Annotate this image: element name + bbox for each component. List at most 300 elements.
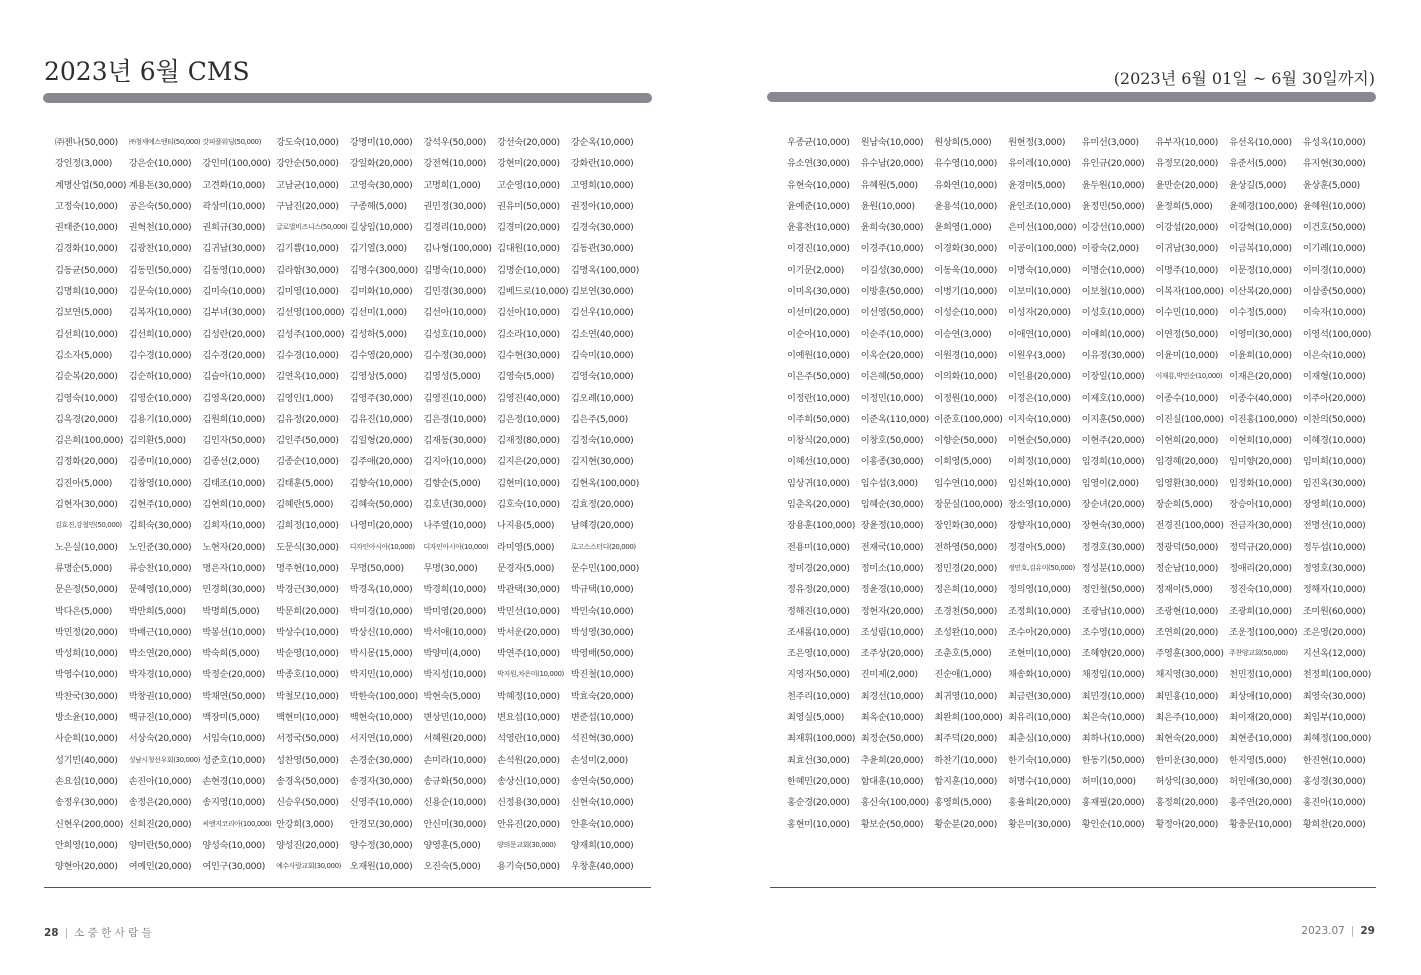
donor-entry: 이기례(10,000) xyxy=(1302,243,1366,255)
donor-entry: 임미향(20,000) xyxy=(1229,456,1292,468)
donor-entry: 강안순(50,000) xyxy=(276,158,339,170)
donor-entry: 이창식(20,000) xyxy=(787,435,850,447)
donor-entry: 한동기(50,000) xyxy=(1081,754,1145,766)
donor-entry: 정덕규(20,000) xyxy=(1229,541,1292,553)
donor-entry: 이강섭(20,000) xyxy=(1155,222,1219,234)
donor-entry: 김선아(10,000) xyxy=(423,307,487,319)
donor-entry: 양재희(10,000) xyxy=(570,839,634,851)
donor-entry: 무명(30,000) xyxy=(423,562,478,574)
donor-entry: 최상애(10,000) xyxy=(1229,690,1292,702)
donor-entry: 박시몽(15,000) xyxy=(349,648,413,660)
donor-entry: 고견화(10,000) xyxy=(202,179,266,191)
donor-entry: 김희자(10,000) xyxy=(202,520,266,532)
donor-entry: 유현숙(10,000) xyxy=(787,179,850,191)
donor-entry: 글로벌비즈니스(50,000) xyxy=(276,223,348,232)
donor-entry: 변준섭(10,000) xyxy=(570,712,634,724)
donor-entry: 홍재필(20,000) xyxy=(1081,797,1145,809)
donor-entry: 최현숙(20,000) xyxy=(1155,733,1219,745)
donor-entry: 최영실(5,000) xyxy=(787,712,845,724)
donor-entry: 변상민(10,000) xyxy=(423,712,487,724)
donor-entry: 장인화(30,000) xyxy=(934,520,998,532)
donor-entry: 최은주(10,000) xyxy=(1155,712,1219,724)
donor-entry: 김영진(10,000) xyxy=(423,392,487,404)
donor-entry: 양수정(30,000) xyxy=(349,839,413,851)
donor-entry: 이연정(50,000) xyxy=(1155,328,1219,340)
donor-entry: 오진숙(5,000) xyxy=(423,861,481,873)
donor-entry: 김옥경(20,000) xyxy=(55,413,118,425)
donor-entry: 김선아(10,000) xyxy=(497,307,560,319)
donor-entry: 홍순경(20,000) xyxy=(787,797,850,809)
donor-entry: 김재동(30,000) xyxy=(423,435,487,447)
donor-entry: 김현희(10,000) xyxy=(202,499,266,511)
donor-entry: 김수경(10,000) xyxy=(276,349,339,361)
donor-entry: 이강혁(10,000) xyxy=(1229,222,1292,234)
donor-entry: 김선영(100,000) xyxy=(276,307,345,319)
right-header-bar xyxy=(767,92,1376,102)
donor-entry: 이애희(10,000) xyxy=(1081,328,1145,340)
donor-entry: 윤정희(5,000) xyxy=(1155,200,1213,212)
donor-entry: 김은정(10,000) xyxy=(497,413,560,425)
donor-entry: 황은미(30,000) xyxy=(1008,818,1071,830)
donor-entry: 류명순(5,000) xyxy=(55,562,113,574)
donor-entry: 유수남(20,000) xyxy=(860,158,924,170)
donor-entry: 이은숙(10,000) xyxy=(1302,349,1366,361)
donor-entry: 김영진(40,000) xyxy=(497,392,560,404)
donor-entry: 성찬영(50,000) xyxy=(276,754,339,766)
donor-entry: 유선옥(10,000) xyxy=(1229,137,1292,148)
donor-entry: 강인정(3,000) xyxy=(55,158,113,170)
donor-entry: 홍영희(5,000) xyxy=(934,797,992,809)
donor-entry: 양영훈(5,000) xyxy=(423,839,481,851)
donor-entry: 이주아(20,000) xyxy=(1302,392,1366,404)
donor-entry: 정재이(5,000) xyxy=(1155,584,1213,596)
donor-entry: 조새롬(10,000) xyxy=(787,626,850,638)
donor-entry: 박민숙(10,000) xyxy=(570,605,634,617)
donor-entry: 김선희(10,000) xyxy=(128,328,192,340)
donor-entry: 황인순(10,000) xyxy=(1081,818,1145,830)
donor-entry: 김영상(5,000) xyxy=(349,371,407,383)
donor-entry: 신승우(50,000) xyxy=(276,797,339,809)
donor-entry: 박자경(10,000) xyxy=(128,669,192,681)
donor-entry: 윤예준(10,000) xyxy=(787,200,850,212)
donor-entry: 김현미(10,000) xyxy=(497,477,560,489)
donor-entry: 이금복(10,000) xyxy=(1229,243,1292,255)
donor-entry: 신정용(30,000) xyxy=(497,797,560,809)
donor-entry: 이명순(10,000) xyxy=(1081,264,1145,276)
donor-entry: 이지훈(50,000) xyxy=(1081,413,1145,425)
donor-entry: 윤희숙(30,000) xyxy=(860,222,924,234)
donor-entry: 안신미(30,000) xyxy=(423,818,487,830)
donor-entry: 유수영(10,000) xyxy=(934,158,998,170)
donor-entry: 예수사랑교회(30,000) xyxy=(276,862,341,871)
donor-entry: 무명(50,000) xyxy=(349,562,404,574)
donor-entry: 이병기(10,000) xyxy=(934,286,998,298)
donor-entry: 신용순(10,000) xyxy=(423,797,487,809)
donor-entry: 조성림(10,000) xyxy=(860,626,924,638)
donor-entry: 김부녀(30,000) xyxy=(202,307,266,319)
donor-entry: 김효정(20,000) xyxy=(570,499,634,511)
donor-entry: 황충문(10,000) xyxy=(1229,818,1292,830)
donor-entry: 김창영(10,000) xyxy=(128,477,192,489)
donor-entry: 유미선(3,000) xyxy=(1081,137,1139,148)
donor-entry: 김수영(20,000) xyxy=(349,349,413,361)
donor-entry: 이성순(10,000) xyxy=(934,307,998,319)
donor-entry: 조현미(10,000) xyxy=(1008,648,1071,660)
date-range-subtitle: (2023년 6월 01일 ~ 6월 30일까지) xyxy=(1113,69,1375,88)
donor-entry: 성준호(10,000) xyxy=(202,754,266,766)
donor-entry: 김경화(10,000) xyxy=(55,243,118,255)
donor-entry: 김문숙(10,000) xyxy=(128,286,192,298)
donor-entry: 강명미(10,000) xyxy=(349,137,413,148)
donor-entry: 손요섭(10,000) xyxy=(55,775,118,787)
donor-entry: 전금자(30,000) xyxy=(1229,520,1292,532)
donor-entry: 주영훈(300,000) xyxy=(1155,648,1224,660)
donor-entry: 김향순(5,000) xyxy=(423,477,481,489)
donor-entry: 이영석(100,000) xyxy=(1302,328,1371,340)
donor-entry: 문경자(5,000) xyxy=(497,562,555,574)
donor-entry: 이방훈(50,000) xyxy=(860,286,924,298)
donor-entry: 박상수(10,000) xyxy=(276,626,339,638)
donor-entry: 이순아(10,000) xyxy=(787,328,850,340)
donor-entry: 갓피플워딩(50,000) xyxy=(202,138,261,146)
donor-entry: 박연주(10,000) xyxy=(497,648,560,660)
left-donor-list xyxy=(55,132,645,877)
donor-entry: 우종균(10,000) xyxy=(787,137,850,148)
donor-entry: 성기빈(40,000) xyxy=(55,754,118,766)
donor-entry: 정민경(20,000) xyxy=(934,562,998,574)
donor-entry: 송지영(10,000) xyxy=(202,797,266,809)
donor-entry: 구종해(5,000) xyxy=(349,200,407,212)
donor-entry: 정경아(5,000) xyxy=(1008,541,1066,553)
donor-entry: 김성호(10,000) xyxy=(423,328,487,340)
donor-entry: 고영숙(30,000) xyxy=(349,179,413,191)
magazine-section-label: 소 중 한 사 람 들 xyxy=(74,927,152,939)
donor-entry: 김귀남(30,000) xyxy=(202,243,266,255)
donor-entry: 송정우(30,000) xyxy=(55,797,118,809)
donor-entry: 김복자(10,000) xyxy=(128,307,192,319)
donor-entry: 이은주(50,000) xyxy=(787,371,850,383)
donor-entry: 손성미(2,000) xyxy=(570,754,628,766)
donor-entry: 이보철(10,000) xyxy=(1081,286,1145,298)
donor-entry: 김기열(3,000) xyxy=(349,243,407,255)
donor-entry: 최효선(30,000) xyxy=(787,754,850,766)
donor-entry: 원상희(5,000) xyxy=(934,137,992,148)
donor-entry: 장문실(100,000) xyxy=(934,499,1003,511)
donor-entry: 김미영(10,000) xyxy=(276,286,339,298)
donor-entry: 황보순(50,000) xyxy=(860,818,924,830)
donor-entry: 조연희(20,000) xyxy=(1155,626,1219,638)
donor-entry: 성남시청선우회(30,000) xyxy=(128,755,200,764)
donor-entry: 정영호(30,000) xyxy=(1302,562,1366,574)
donor-entry: 김영숙(10,000) xyxy=(55,392,118,404)
donor-entry: 강선숙(20,000) xyxy=(497,137,560,148)
donor-entry: 서상숙(20,000) xyxy=(128,733,192,745)
donor-entry: 유화연(10,000) xyxy=(934,179,998,191)
donor-entry: 고영희(10,000) xyxy=(570,179,634,191)
donor-entry: 이명주(10,000) xyxy=(1155,264,1219,276)
donor-entry: 손석원(20,000) xyxy=(497,754,560,766)
donor-entry: 김명숙(10,000) xyxy=(423,264,487,276)
donor-entry: 노인준(30,000) xyxy=(128,541,192,553)
donor-entry: 박영배(50,000) xyxy=(570,648,634,660)
donor-entry: 이진실(100,000) xyxy=(1155,413,1224,425)
donor-entry: 박만희(5,000) xyxy=(128,605,186,617)
donor-entry: 김은경(10,000) xyxy=(423,413,487,425)
donor-entry: 신현우(200,000) xyxy=(55,818,124,830)
donor-entry: 김동균(50,000) xyxy=(55,264,118,276)
donor-entry: 안강희(3,000) xyxy=(276,818,334,830)
donor-entry: 길상임(10,000) xyxy=(349,222,413,234)
donor-entry: 김미숙(10,000) xyxy=(202,286,266,298)
donor-entry: 김동민(50,000) xyxy=(128,264,192,276)
donor-entry: 임정화(10,000) xyxy=(1229,477,1292,489)
donor-entry: 김경숙(30,000) xyxy=(570,222,634,234)
donor-entry: 박봉선(10,000) xyxy=(202,626,266,638)
donor-entry: 김선희(10,000) xyxy=(55,328,118,340)
donor-entry: 박채연(50,000) xyxy=(202,690,266,702)
donor-entry: 조은영(10,000) xyxy=(787,648,850,660)
donor-entry: 문은정(50,000) xyxy=(55,584,118,596)
donor-entry: 박명희(5,000) xyxy=(202,605,260,617)
donor-entry: 이복자(100,000) xyxy=(1155,286,1224,298)
donor-entry: 김호숙(10,000) xyxy=(497,499,560,511)
donor-entry: 이애연(10,000) xyxy=(1008,328,1071,340)
donor-entry: 김영숙(5,000) xyxy=(497,371,555,383)
donor-entry: 박영수(10,000) xyxy=(55,669,118,681)
donor-entry: 윤상길(5,000) xyxy=(1229,179,1287,191)
donor-entry: 이향순(50,000) xyxy=(934,435,998,447)
donor-entry: 송상신(10,000) xyxy=(497,775,560,787)
donor-entry: 김순하(10,000) xyxy=(128,371,192,383)
donor-entry: 김종미(10,000) xyxy=(128,456,192,468)
donor-entry: 전재국(10,000) xyxy=(860,541,924,553)
donor-entry: 임수연(10,000) xyxy=(934,477,998,489)
donor-entry: 임경혜(20,000) xyxy=(1155,456,1219,468)
right-footer xyxy=(1301,925,1375,937)
donor-entry: 장향자(10,000) xyxy=(1008,520,1071,532)
donor-entry: 백현미(10,000) xyxy=(276,712,339,724)
donor-entry: 임진옥(30,000) xyxy=(1302,477,1366,489)
donor-entry: 김영순(10,000) xyxy=(128,392,192,404)
donor-entry: 김일형(20,000) xyxy=(349,435,413,447)
donor-entry: 윤상훈(5,000) xyxy=(1302,179,1360,191)
donor-entry: 이수민(10,000) xyxy=(1155,307,1219,319)
donor-entry: 이미경(10,000) xyxy=(1302,264,1366,276)
donor-entry: 이제호(10,000) xyxy=(1081,392,1145,404)
donor-entry: 서임숙(10,000) xyxy=(202,733,266,745)
donor-entry: 문수민(100,000) xyxy=(570,562,639,574)
donor-entry: 최유리(10,000) xyxy=(1008,712,1071,724)
donor-entry: 조혜향(20,000) xyxy=(1081,648,1145,660)
donor-entry: 권혁천(10,000) xyxy=(128,222,192,234)
donor-entry: 안훈숙(10,000) xyxy=(570,818,634,830)
donor-entry: 박배근(10,000) xyxy=(128,626,192,638)
donor-entry: 천정희(100,000) xyxy=(1302,669,1371,681)
donor-entry: 최민경(10,000) xyxy=(1081,690,1145,702)
donor-entry: 유소연(30,000) xyxy=(787,158,850,170)
donor-entry: 나지용(5,000) xyxy=(497,520,555,532)
donor-entry: 장순녀(20,000) xyxy=(1081,499,1145,511)
donor-entry: 김유진(10,000) xyxy=(349,413,413,425)
donor-entry: 임혜순(30,000) xyxy=(860,499,924,511)
donor-entry: 김수경(20,000) xyxy=(202,349,266,361)
donor-entry: 황정아(20,000) xyxy=(1155,818,1219,830)
right-bottom-rule xyxy=(770,887,1376,888)
donor-entry: 박양미(4,000) xyxy=(423,648,481,660)
donor-entry: 유지현(30,000) xyxy=(1302,158,1366,170)
donor-entry: 장윤정(10,000) xyxy=(860,520,924,532)
donor-entry: 김태조(10,000) xyxy=(202,477,266,489)
donor-entry: 이정원(10,000) xyxy=(934,392,998,404)
donor-entry: 박진철(10,000) xyxy=(570,669,634,681)
donor-entry: 한혜민(20,000) xyxy=(787,775,850,787)
donor-entry: 박한숙(100,000) xyxy=(349,690,418,702)
donor-entry: 이원우(3,000) xyxy=(1008,349,1066,361)
donor-entry: 백장미(5,000) xyxy=(202,712,260,724)
donor-entry: 이재은(20,000) xyxy=(1229,371,1292,383)
donor-entry: 김순복(20,000) xyxy=(55,371,118,383)
donor-entry: 김성란(20,000) xyxy=(202,328,266,340)
donor-entry: 정현자(20,000) xyxy=(860,605,924,617)
donor-entry: 윤정민(50,000) xyxy=(1081,200,1145,212)
donor-entry: 이미옥(30,000) xyxy=(787,286,850,298)
donor-entry: 김보연(30,000) xyxy=(570,286,634,298)
donor-entry: 김진아(5,000) xyxy=(55,477,113,489)
left-bottom-rule xyxy=(44,887,651,888)
donor-entry: 정윤경(10,000) xyxy=(860,584,924,596)
donor-entry: 한미운(30,000) xyxy=(1155,754,1219,766)
donor-entry: 박숙희(5,000) xyxy=(202,648,260,660)
donor-entry: 유정모(20,000) xyxy=(1155,158,1219,170)
donor-entry: 방소윤(10,000) xyxy=(55,712,118,724)
donor-entry: 이윤희(10,000) xyxy=(1229,349,1292,361)
donor-entry: 임춘옥(20,000) xyxy=(787,499,850,511)
donor-entry: 윤원(10,000) xyxy=(860,200,915,212)
issue-date: 2023.07 xyxy=(1301,925,1345,937)
donor-entry: 고순영(10,000) xyxy=(497,179,560,191)
donor-entry: 이영미(30,000) xyxy=(1229,328,1292,340)
donor-entry: 이광숙(2,000) xyxy=(1081,243,1139,255)
donor-entry: 김지아(10,000) xyxy=(423,456,487,468)
donor-entry: 박미경(10,000) xyxy=(349,605,413,617)
donor-entry: 권정아(10,000) xyxy=(570,200,634,212)
donor-entry: 이공이(100,000) xyxy=(1008,243,1077,255)
donor-entry: 이예원(10,000) xyxy=(787,349,850,361)
donor-entry: 이창호(50,000) xyxy=(860,435,924,447)
donor-entry: 이현희(20,000) xyxy=(1155,435,1219,447)
donor-entry: 송규화(50,000) xyxy=(423,775,487,787)
donor-entry: ㈜청세에스엔티(50,000) xyxy=(128,138,201,146)
donor-entry: 김재정(80,000) xyxy=(497,435,560,447)
donor-entry: 윤인조(10,000) xyxy=(1008,200,1071,212)
left-page-number: 28 xyxy=(44,927,59,939)
donor-entry: 석진혁(30,000) xyxy=(570,733,634,745)
donor-entry: 고정숙(10,000) xyxy=(55,200,118,212)
donor-entry: 김원희(10,000) xyxy=(202,413,266,425)
donor-entry: 홍주연(20,000) xyxy=(1229,797,1292,809)
donor-entry: 김선우(10,000) xyxy=(570,307,634,319)
donor-entry: 명은자(10,000) xyxy=(202,562,266,574)
donor-entry: 손진아(10,000) xyxy=(128,775,192,787)
donor-entry: 이문정(10,000) xyxy=(1229,264,1292,276)
left-footer xyxy=(44,925,152,940)
donor-entry: 류승찬(10,000) xyxy=(128,562,192,574)
donor-entry: 허상익(30,000) xyxy=(1155,775,1219,787)
donor-entry: ㈜젠나(50,000) xyxy=(55,137,118,148)
donor-entry: 김수경(10,000) xyxy=(128,349,192,361)
donor-entry: 권태준(10,000) xyxy=(55,222,118,234)
donor-entry: 채지영(30,000) xyxy=(1155,669,1219,681)
donor-entry: 박순영(10,000) xyxy=(276,648,339,660)
donor-entry: 박민선(10,000) xyxy=(497,605,560,617)
page-title: 2023년 6월 CMS xyxy=(44,57,250,86)
donor-entry: 김명희(10,000) xyxy=(55,286,118,298)
donor-entry: 최은숙(10,000) xyxy=(1081,712,1145,724)
donor-entry: 김효진,강철민(50,000) xyxy=(55,521,122,530)
donor-entry: 정순남(10,000) xyxy=(1155,562,1219,574)
donor-entry: 유성옥(10,000) xyxy=(1302,137,1366,148)
donor-entry: 유이레(10,000) xyxy=(1008,158,1071,170)
donor-entry: 김명수(300,000) xyxy=(349,264,418,276)
donor-entry: 석영란(10,000) xyxy=(497,733,560,745)
donor-entry: 전하영(50,000) xyxy=(934,541,998,553)
donor-entry: 이은혜(50,000) xyxy=(860,371,924,383)
donor-entry: 백규진(10,000) xyxy=(128,712,192,724)
donor-entry: 김명순(10,000) xyxy=(497,264,560,276)
donor-entry: 전용미(10,000) xyxy=(787,541,850,553)
donor-entry: 이숙자(10,000) xyxy=(1302,307,1366,319)
donor-entry: 이건호(50,000) xyxy=(1302,222,1366,234)
donor-entry: 김베드로(10,000) xyxy=(497,286,569,298)
donor-entry: 장용훈(100,000) xyxy=(787,520,856,532)
donor-entry: 천주리(10,000) xyxy=(787,690,850,702)
donor-entry: 유혜원(5,000) xyxy=(860,179,918,191)
donor-entry: 권유미(50,000) xyxy=(497,200,560,212)
donor-entry: 원현정(3,000) xyxy=(1008,137,1066,148)
donor-entry: 이원경(10,000) xyxy=(934,349,998,361)
donor-entry: 김희정(10,000) xyxy=(276,520,339,532)
donor-entry: 양의문교회(30,000) xyxy=(497,840,556,849)
donor-entry: 최혜정(100,000) xyxy=(1302,733,1371,745)
donor-entry: 김종순(10,000) xyxy=(276,456,339,468)
donor-entry: 손현경(10,000) xyxy=(202,775,266,787)
donor-entry: 노은실(10,000) xyxy=(55,541,118,553)
donor-entry: 이준옥(110,000) xyxy=(860,413,929,425)
donor-entry: 박서운(20,000) xyxy=(497,626,560,638)
donor-entry: 최임부(10,000) xyxy=(1302,712,1366,724)
donor-entry: 김영옥(20,000) xyxy=(202,392,266,404)
donor-entry: 이현희(10,000) xyxy=(1229,435,1292,447)
donor-entry: 박경희(10,000) xyxy=(423,584,487,596)
donor-entry: 김숙미(10,000) xyxy=(570,349,634,361)
donor-entry: 로고스스터디(20,000) xyxy=(570,542,636,551)
donor-entry: 이홍종(30,000) xyxy=(860,456,924,468)
donor-entry: 김동영(10,000) xyxy=(202,264,266,276)
donor-entry: 전명선(10,000) xyxy=(1302,520,1366,532)
donor-entry: 최주덕(20,000) xyxy=(934,733,998,745)
donor-entry: 한기숙(10,000) xyxy=(1008,754,1071,766)
donor-entry: 정해자(10,000) xyxy=(1302,584,1366,596)
donor-entry: 윤희영(1,000) xyxy=(934,222,992,234)
donor-entry: 이희영(5,000) xyxy=(934,456,992,468)
donor-entry: 구남진(20,000) xyxy=(276,200,339,212)
donor-entry: 이강선(10,000) xyxy=(1081,222,1145,234)
donor-entry: 이보미(10,000) xyxy=(1008,286,1071,298)
donor-entry: 박관택(30,000) xyxy=(497,584,560,596)
donor-entry: 강인미(100,000) xyxy=(202,158,271,170)
donor-entry: 신희진(20,000) xyxy=(128,818,192,830)
donor-entry: 조미원(60,000) xyxy=(1302,605,1366,617)
